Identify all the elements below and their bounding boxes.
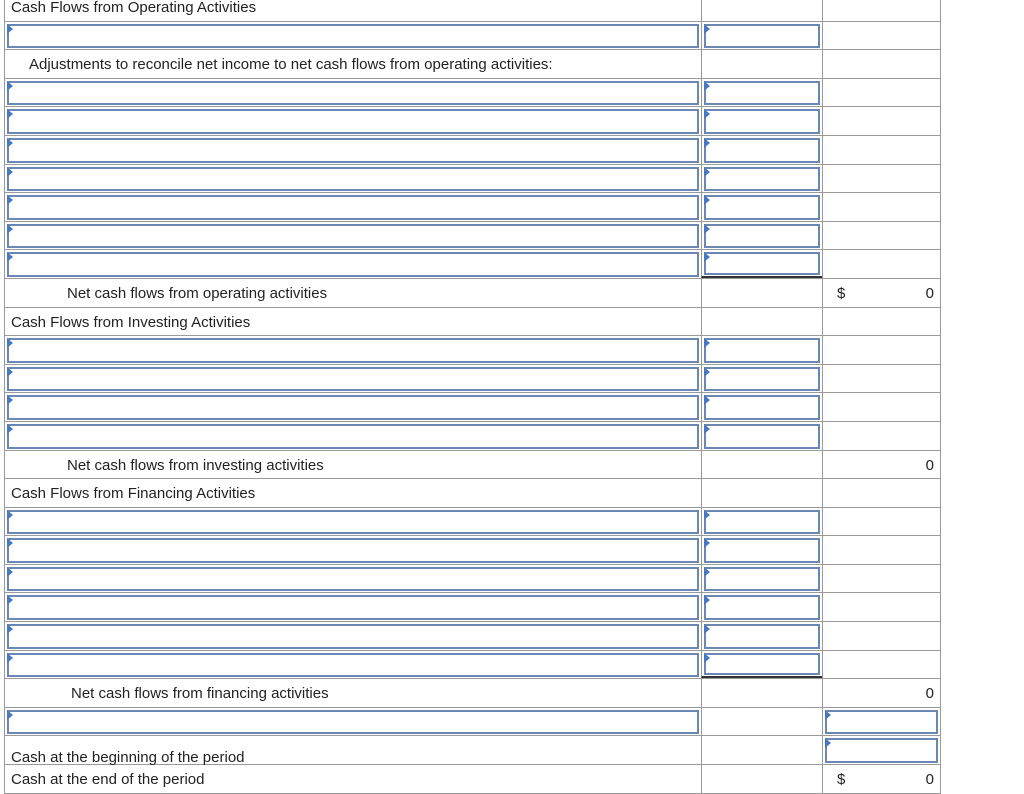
financing-description-input[interactable]: [7, 567, 699, 592]
net-financing-value: 0: [925, 685, 934, 703]
cash-begin-amount-input[interactable]: [825, 738, 938, 763]
net-operating-label: Net cash flows from operating activities: [67, 284, 328, 302]
net-change-row: [4, 708, 941, 737]
cash-end-value: 0: [925, 771, 934, 789]
net-change-amount-input[interactable]: [825, 710, 938, 735]
investing-description-input[interactable]: [7, 424, 699, 449]
financing-row: [4, 536, 941, 565]
net-change-description-input[interactable]: [7, 710, 699, 735]
investing-heading: Cash Flows from Investing Activities: [11, 313, 251, 331]
adjustment-row: [4, 107, 941, 136]
financing-amount-input[interactable]: [704, 595, 820, 620]
investing-description-input[interactable]: [7, 338, 699, 363]
adjustment-description-input[interactable]: [7, 224, 699, 249]
financing-description-input[interactable]: [7, 538, 699, 563]
financing-amount-input[interactable]: [704, 624, 820, 649]
financing-row: [4, 651, 941, 680]
investing-amount-input[interactable]: [704, 424, 820, 449]
financing-description-input[interactable]: [7, 624, 699, 649]
financing-heading-row: [4, 479, 941, 508]
investing-row: [4, 336, 941, 365]
adjustment-description-input[interactable]: [7, 109, 699, 134]
adjustment-description-input[interactable]: [7, 195, 699, 220]
cash-begin-label: Cash at the beginning of the period: [11, 749, 245, 767]
adjustment-row: [4, 79, 941, 108]
adjustment-description-input[interactable]: [7, 138, 699, 163]
cash-end-label: Cash at the end of the period: [11, 771, 205, 789]
financing-description-input[interactable]: [7, 510, 699, 535]
net-investing-label: Net cash flows from investing activities: [67, 456, 324, 474]
financing-amount-input[interactable]: [704, 538, 820, 563]
adjustment-description-input[interactable]: [7, 252, 699, 277]
cash-flow-worksheet: [4, 0, 941, 794]
adjustment-amount-input[interactable]: [704, 109, 820, 134]
adjustment-row: [4, 165, 941, 194]
currency-symbol: $: [837, 771, 846, 789]
adjustment-row: [4, 136, 941, 165]
financing-row: [4, 508, 941, 537]
investing-heading-row: [4, 308, 941, 337]
adjustment-amount-input[interactable]: [704, 224, 820, 249]
operating-description-input[interactable]: [7, 24, 699, 49]
investing-description-input[interactable]: [7, 367, 699, 392]
adjustment-amount-input[interactable]: [704, 138, 820, 163]
net-investing-row: [4, 451, 941, 480]
financing-amount-input[interactable]: [704, 567, 820, 592]
adjustment-description-input[interactable]: [7, 167, 699, 192]
net-financing-row: [4, 679, 941, 708]
adjustments-heading-row: [4, 50, 941, 79]
net-financing-label: Net cash flows from financing activities: [71, 685, 329, 703]
financing-description-input[interactable]: [7, 595, 699, 620]
adjustment-row: [4, 222, 941, 251]
adjustment-amount-input[interactable]: [704, 167, 820, 192]
investing-amount-input[interactable]: [704, 395, 820, 420]
financing-row: [4, 622, 941, 651]
financing-row: [4, 593, 941, 622]
adjustment-row: [4, 193, 941, 222]
operating-heading-row: [4, 0, 941, 22]
net-investing-value: 0: [925, 456, 934, 474]
financing-amount-input[interactable]: [704, 653, 820, 676]
investing-row: [4, 365, 941, 394]
investing-row: [4, 422, 941, 451]
financing-row: [4, 565, 941, 594]
net-operating-row: [4, 279, 941, 308]
adjustment-amount-input[interactable]: [704, 81, 820, 106]
investing-row: [4, 393, 941, 422]
operating-amount-input[interactable]: [704, 24, 820, 49]
adjustment-description-input[interactable]: [7, 81, 699, 106]
operating-input-row: [4, 22, 941, 51]
cash-end-row: [4, 765, 941, 794]
financing-heading: Cash Flows from Financing Activities: [11, 485, 256, 503]
net-operating-value: 0: [925, 284, 934, 302]
financing-amount-input[interactable]: [704, 510, 820, 535]
adjustment-amount-input[interactable]: [704, 252, 820, 275]
adjustment-amount-input[interactable]: [704, 195, 820, 220]
investing-description-input[interactable]: [7, 395, 699, 420]
adjustment-row: [4, 250, 941, 279]
cash-begin-row: [4, 736, 941, 765]
financing-description-input[interactable]: [7, 653, 699, 678]
investing-amount-input[interactable]: [704, 338, 820, 363]
operating-heading: Cash Flows from Operating Activities: [11, 0, 257, 16]
currency-symbol: $: [837, 284, 846, 302]
adjustments-heading: Adjustments to reconcile net income to net cash flows from operating activities:: [29, 56, 553, 74]
investing-amount-input[interactable]: [704, 367, 820, 392]
